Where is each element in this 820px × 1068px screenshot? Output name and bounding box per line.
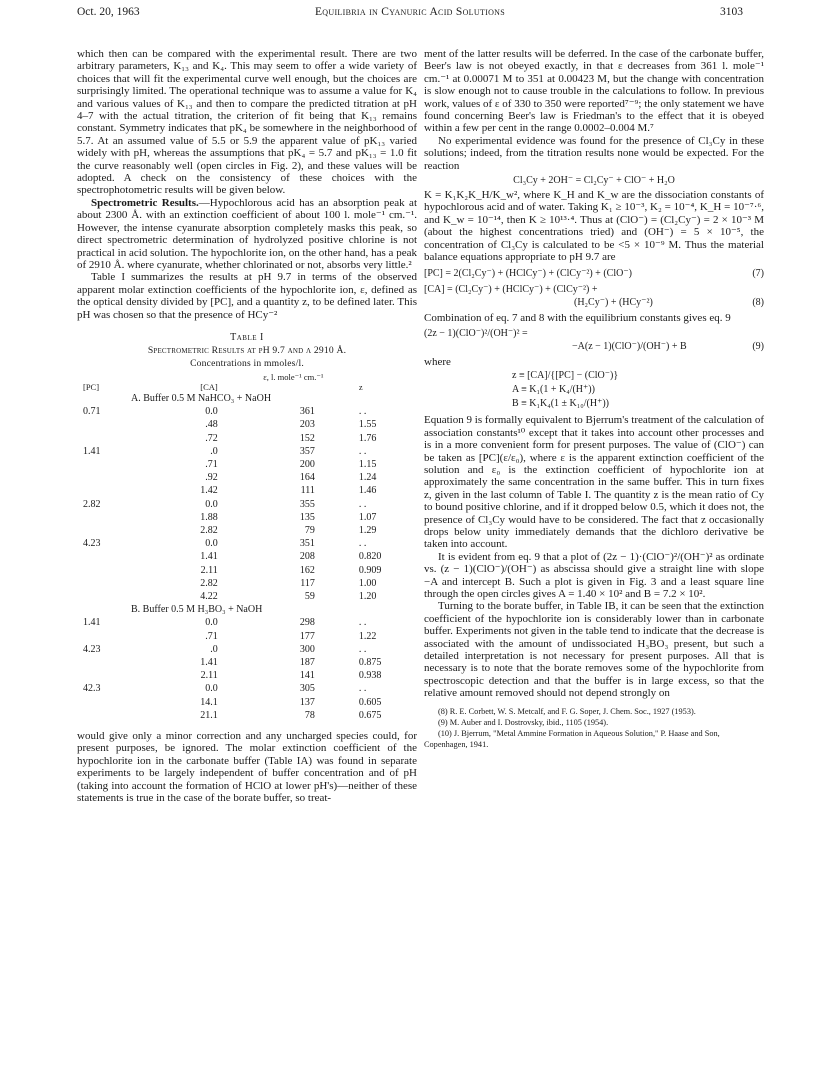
cell-ca: .0 — [210, 643, 218, 655]
paragraph — [77, 197, 417, 271]
running-title: Equilibria in Cyanuric Acid Solutions — [314, 6, 506, 18]
section-run-in-heading: Spectrometric Results. — [91, 196, 199, 209]
cell-z: 0.675 — [358, 709, 382, 721]
paragraph: ment of the latter results will be deferred. In the case of the carbonate buffer, Beer's law is not obeyed exactly, in that ε decreases from 361 l. mole⁻¹ cm.⁻¹ at 0.00071 M to 351 at 0.00423 M, but the change with concentration is slow enough not to cause trouble in the calculations to follow. In previous work, values of ε of 330 to 350 were reported⁷⁻⁹; the only statement we have found concerning Beer's law is Friedman's to the effect that it is obeyed within a few per cent in the range 0.0002–0.004 M.⁷ — [424, 48, 764, 135]
cell-pc — [77, 590, 139, 603]
cell-ca: .71 — [205, 458, 218, 470]
cell-epsilon: 111 — [300, 485, 315, 497]
cell-epsilon: 355 — [299, 498, 315, 510]
table-row — [77, 682, 417, 695]
cell-ca: 0.0 — [205, 498, 218, 510]
equation-8 — [424, 283, 764, 296]
paragraph: Combination of eq. 7 and 8 with the equilibrium constants gives eq. 9 — [424, 311, 731, 324]
table-row — [77, 484, 417, 497]
equation-number: (8) — [752, 296, 764, 308]
cell-pc — [77, 656, 139, 669]
paragraph-text: —Hypochlorous acid has an absorption peak at about 2300 Å. with an extinction coefficient of about 100 l. mole⁻¹ cm.⁻¹. However, the intense cyanurate absorption completely masks this peak, so direct spectrometric determination of hydrolyzed positive chlorine is not practical in acid solution. The hypochlorite ion, on the other hand, has a peak of 2910 Å. where cyanurate, whether chlorinated or not, absorbs very little.² — [77, 196, 417, 271]
cell-ca: 2.11 — [200, 670, 218, 682]
cell-pc: 2.82 — [83, 498, 101, 510]
where-label: where — [424, 355, 451, 368]
cell-pc — [77, 471, 139, 484]
table-section-heading — [77, 603, 417, 616]
cell-z: . . — [358, 406, 367, 418]
table-row — [77, 616, 417, 629]
table-header-ca: [CA] — [200, 381, 218, 392]
reaction-equation: Cl₃Cy + 2OH⁻ = Cl₂Cy⁻ + ClO⁻ + H₂O — [513, 175, 675, 187]
cell-ca: 2.82 — [200, 524, 218, 536]
cell-z: 1.15 — [358, 458, 377, 470]
cell-pc: 0.71 — [83, 406, 101, 418]
table-header-epsilon: ε, l. mole⁻¹ cm.⁻¹ — [263, 371, 324, 382]
page-number: 3103 — [720, 6, 743, 18]
footnote: (9) M. Auber and I. Dostrovsky, ibid., 1105 (1954). — [438, 717, 609, 727]
cell-z: 0.909 — [358, 564, 382, 576]
results-table — [77, 372, 417, 722]
cell-pc: 1.41 — [83, 445, 101, 457]
paragraph: K = K₁K₂K_H/K_w², where K_H and K_w are the dissociation constants of hypochlorous acid and of water. Taking K₁ ≥ 10⁻³, K₂ = 10⁻⁴, K_H = 10⁻⁷·⁶, and K_w = 10⁻¹⁴, then K ≥ 10¹³·⁴. Thus at (ClO⁻) = (Cl₂Cy⁻) = 2 × 10⁻³ M (about the highest concentrations tried) and (OH⁻) = 5 × 10⁻⁵, the concentration of Cl₃Cy is calculated to be <5 × 10⁻⁹ M. Thus the material balance equations appropriate to pH 9.7 are — [424, 189, 764, 264]
table-row — [77, 656, 417, 669]
cell-ca: .72 — [205, 432, 218, 444]
cell-z: 1.00 — [358, 577, 377, 589]
cell-z: 0.875 — [358, 657, 382, 668]
cell-epsilon: 177 — [299, 630, 315, 642]
equation-9 — [424, 327, 764, 340]
table-section-label: A. Buffer 0.5 M NaHCO₃ + NaOH — [131, 392, 272, 404]
table-section-label: B. Buffer 0.5 M H₃BO₃ + NaOH — [131, 604, 263, 616]
cell-epsilon: 141 — [299, 670, 315, 682]
footnote: (10) J. Bjerrum, "Metal Ammine Formation in Aqueous Solution," P. Haase and Son, Copenhagen, 1941. — [424, 728, 720, 749]
cell-ca: 21.1 — [200, 709, 218, 721]
cell-z: 0.605 — [358, 696, 382, 708]
cell-epsilon: 208 — [299, 551, 315, 563]
table-row — [77, 418, 417, 431]
cell-ca: 1.41 — [200, 551, 218, 563]
table-row — [77, 577, 417, 590]
table-subtitle: Spectrometric Results at pH 9.7 and λ 2910 Å. — [147, 344, 347, 356]
cell-epsilon: 135 — [299, 511, 315, 523]
cell-ca: 0.0 — [205, 617, 218, 629]
equation-7 — [424, 267, 764, 280]
definition-b: B ≡ K₁K₄(1 ± K₁₀/(H⁺)) — [512, 398, 610, 410]
table-row — [77, 524, 417, 537]
cell-z: . . — [358, 643, 367, 655]
table-row — [77, 537, 417, 550]
table-row — [77, 498, 417, 511]
table-header-z: z — [358, 381, 363, 392]
cell-epsilon: 187 — [299, 657, 315, 668]
cell-z: . . — [358, 683, 367, 695]
cell-ca: .0 — [210, 445, 218, 457]
cell-ca: 1.88 — [200, 511, 218, 523]
definition-z: z ≡ [CA]/{[PC] − (ClO⁻)} — [512, 370, 619, 382]
paragraph: which then can be compared with the experimental result. There are two arbitrary parameters, K₁₃ and K₄. This may seem to offer a wide variety of choices that will fit the experimental curve well enough, but the choices are surprisingly limited. The operational technique was to assume a value for K₄ and various values of K₁₃ and then to compare the predicted titration at pH 4–7 with the actual titration, the criterion of fit being that K₁₃ remains constant. Symmetry indicates that pK₄ be somewhere in the neighborhood of 5.7. At an assumed value of 5.5 or 5.9 the apparent value of pK₁₃ varied widely with pH, whereas the assumptions that pK₄ = 5.7 and pK₁₃ = 1.0 fit the curve reasonably well (open circles in Fig. 2), and these values will be adopted. A check on the consistency of these choices with the spectrophotometric results will be given below. — [77, 48, 417, 197]
cell-epsilon: 300 — [299, 643, 315, 655]
table-row — [77, 564, 417, 577]
cell-epsilon: 203 — [299, 419, 315, 431]
cell-pc — [77, 418, 139, 431]
cell-pc — [77, 630, 139, 643]
cell-epsilon: 152 — [299, 432, 315, 444]
table-row — [77, 511, 417, 524]
cell-z: 0.938 — [358, 670, 382, 682]
cell-pc: 4.23 — [83, 643, 101, 655]
paragraph: Equation 9 is formally equivalent to Bjerrum's treatment of the calculation of association constants¹⁰ except that it takes into account other processes and is in a more convenient form for present purposes. The value of (ClO⁻) can be taken as [PC](ε/ε₀), where ε is the apparent extinction coefficient of the solution and ε₀ is the extinction coefficient of hypochlorite ion at approximately the same concentration in the same buffer. This in turn fixes z, given in the last column of Table I. The quantity z is the mean ratio of Cy to bound positive chlorine, and if it dropped below 0.5, which it does not, the presence of Cl₃Cy would have to be considered. The fact that z occasionally drops below unity immediately demands that the dichloro derivative be taken into account. — [424, 414, 764, 551]
cell-z: . . — [358, 538, 367, 550]
cell-ca: .48 — [205, 419, 218, 431]
paragraph: No experimental evidence was found for the presence of Cl₃Cy in these solutions; indeed, from the titration results none would be expected. For the reaction — [424, 134, 764, 172]
paragraph: Turning to the borate buffer, in Table IB, it can be seen that the extinction coefficient of the hypochlorite ion is considerably lower than in carbonate buffer. Experiments not given in the table tend to indicate that the decrease is associated with the amount of undissociated H₃BO₃ present, but such a detailed interpretation is not necessary for present purposes. All that is necessary is to note that the borate removes some of the hypochlorite from spectroscopic detection and that the buffer is in large excess, so that the relative amount removed should not depend strongly on — [424, 600, 764, 700]
cell-epsilon: 357 — [299, 445, 315, 457]
table-row — [77, 643, 417, 656]
cell-pc — [77, 564, 139, 577]
cell-ca: 0.0 — [205, 683, 218, 695]
cell-epsilon: 305 — [299, 683, 315, 695]
cell-pc — [77, 550, 139, 563]
cell-ca: 2.82 — [200, 577, 218, 589]
left-column — [77, 48, 417, 804]
table-row — [77, 458, 417, 471]
cell-pc — [77, 709, 139, 722]
cell-z: . . — [358, 445, 367, 457]
equation-number: (7) — [752, 267, 764, 279]
cell-ca: 14.1 — [200, 696, 218, 708]
cell-ca: 0.0 — [205, 406, 218, 418]
table-section-heading — [77, 392, 417, 405]
equation-body: [CA] = (Cl₂Cy⁻) + (HClCy⁻) + (ClCy⁻²) + — [424, 283, 598, 295]
cell-pc — [77, 524, 139, 537]
cell-epsilon: 79 — [304, 524, 315, 536]
cell-z: 1.46 — [358, 485, 377, 497]
issue-date: Oct. 20, 1963 — [77, 6, 140, 18]
cell-z: 1.24 — [358, 472, 377, 484]
cell-z: 1.07 — [358, 511, 377, 523]
cell-ca: .71 — [205, 630, 218, 642]
equation-body: −A(z − 1)(ClO⁻)/(OH⁻) + B — [572, 340, 687, 352]
cell-pc — [77, 669, 139, 682]
cell-epsilon: 137 — [299, 696, 315, 708]
equation-body: (2z − 1)(ClO⁻)²/(OH⁻)² = — [424, 327, 528, 339]
cell-z: 1.55 — [358, 419, 377, 431]
cell-pc — [77, 484, 139, 497]
equation-body: [PC] = 2(Cl₂Cy⁻) + (HClCy⁻) + (ClCy⁻²) + (ClO⁻) — [424, 267, 632, 279]
cell-ca: 1.42 — [200, 485, 218, 497]
footnote: (8) R. E. Corbett, W. S. Metcalf, and F. G. Soper, J. Chem. Soc., 1927 (1953). — [438, 706, 696, 716]
paragraph: It is evident from eq. 9 that a plot of (2z − 1)·(ClO⁻)²/(OH⁻)² as ordinate vs. (z − 1)(ClO⁻)/(OH⁻) as abscissa should give a straight line with slope −A and intercept B. Such a plot is given in Fig. 3 and a least square line through the open circles gives A = 1.40 × 10² and B = 7.2 × 10². — [424, 550, 764, 600]
cell-z: . . — [358, 617, 367, 629]
cell-pc — [77, 432, 139, 445]
cell-epsilon: 361 — [299, 406, 315, 418]
equation-number: (9) — [752, 340, 764, 352]
definition-a: A ≡ K₁(1 + K₄/(H⁺)) — [512, 384, 595, 396]
paragraph: would give only a minor correction and any uncharged species could, for present purposes, be ignored. The molar extinction coefficient of the hypochlorite ion in the carbonate buffer (Table IA) was found in separate experiments to be largely independent of buffer concentration and of pH (taking into account the formation of HClO at lower pH's)—neither of these statements is true in the case of the borate buffer, so treat- — [77, 730, 417, 805]
table-row — [77, 696, 417, 709]
table-row — [77, 405, 417, 418]
cell-epsilon: 200 — [299, 458, 315, 470]
cell-z: 1.20 — [358, 590, 377, 602]
cell-ca: 4.22 — [200, 590, 218, 602]
cell-epsilon: 59 — [304, 590, 315, 602]
right-column — [424, 48, 764, 750]
cell-pc: 4.23 — [83, 538, 101, 550]
table-row — [77, 630, 417, 643]
cell-pc — [77, 577, 139, 590]
cell-ca: 0.0 — [205, 538, 218, 550]
paragraph: Table I summarizes the results at pH 9.7 in terms of the observed apparent molar extinction coefficients of the hypochlorite ion, ε, defined as the optical density divided by [PC], and a quantity z, to be defined later. This pH was chosen so that the presence of HCy⁻² — [77, 271, 417, 321]
cell-z: 1.76 — [358, 432, 377, 444]
running-header — [0, 6, 820, 22]
cell-z: 1.22 — [358, 630, 377, 642]
cell-pc: 42.3 — [83, 683, 101, 695]
table-row — [77, 709, 417, 722]
cell-pc — [77, 696, 139, 709]
cell-z: . . — [358, 498, 367, 510]
cell-epsilon: 162 — [299, 564, 315, 576]
cell-z: 1.29 — [358, 524, 377, 536]
cell-pc — [77, 458, 139, 471]
equation-body: (H₂Cy⁻) + (HCy⁻²) — [574, 296, 653, 308]
cell-epsilon: 117 — [300, 577, 315, 589]
cell-ca: 2.11 — [200, 564, 218, 576]
cell-pc — [77, 511, 139, 524]
cell-epsilon: 164 — [299, 472, 315, 484]
cell-ca: 1.41 — [200, 657, 218, 668]
cell-epsilon: 298 — [299, 617, 315, 629]
table-caption: Table I — [230, 331, 264, 343]
table-row — [77, 550, 417, 563]
cell-z: 0.820 — [358, 551, 382, 563]
table-units-note: Concentrations in mmoles/l. — [190, 357, 304, 369]
table-row — [77, 471, 417, 484]
table-row — [77, 669, 417, 682]
cell-epsilon: 351 — [299, 538, 315, 550]
equation-9-continued — [424, 340, 764, 353]
table-header-pc: [PC] — [83, 381, 100, 392]
table-row — [77, 590, 417, 603]
equation-8-continued — [424, 296, 764, 309]
cell-ca: .92 — [205, 472, 218, 484]
table-row — [77, 432, 417, 445]
cell-pc: 1.41 — [83, 617, 101, 629]
table-row — [77, 445, 417, 458]
cell-epsilon: 78 — [304, 709, 315, 721]
